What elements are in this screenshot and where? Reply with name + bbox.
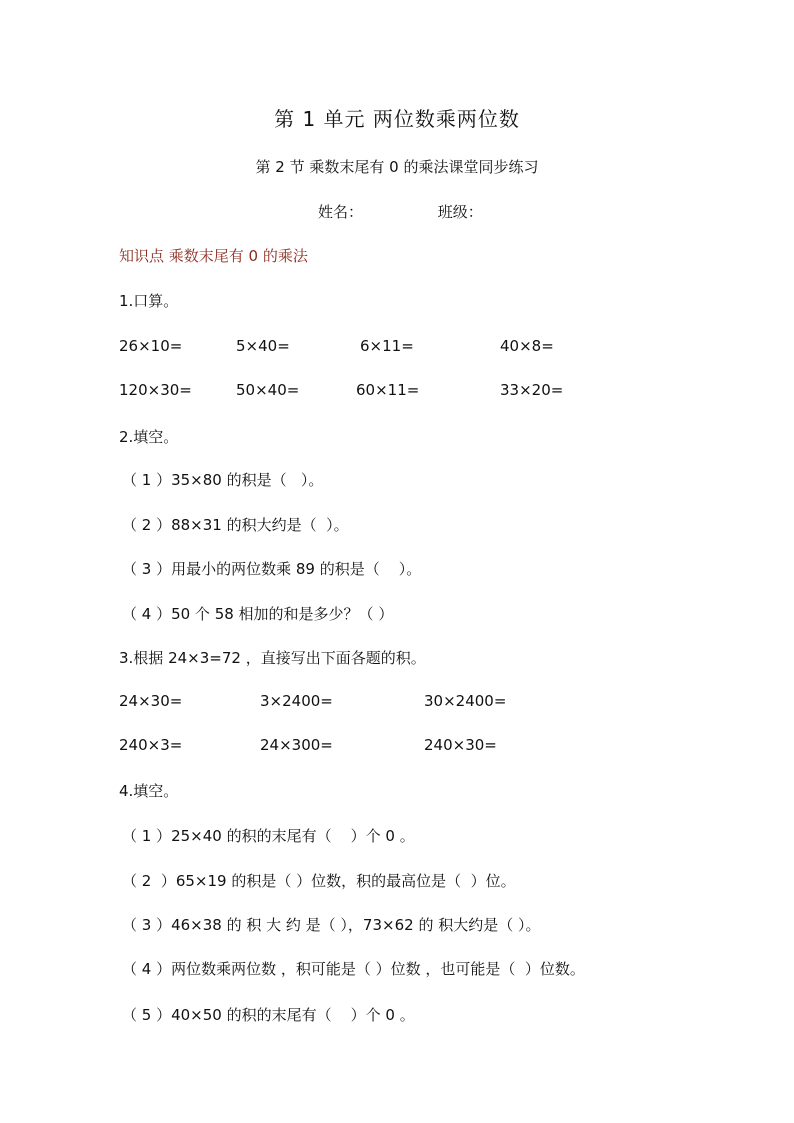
q4-item-1: （ 1 ）25×40 的积的末尾有（ ）个 0 。 bbox=[122, 827, 415, 845]
q1-item: 33×20= bbox=[500, 381, 564, 399]
q1-heading: 1.口算。 bbox=[119, 292, 179, 310]
class-label: 班级： bbox=[437, 203, 483, 221]
q1-item: 50×40= bbox=[236, 381, 300, 399]
q3-heading: 3.根据 24×3=72 ，直接写出下面各题的积。 bbox=[119, 649, 426, 667]
q2-item-1: （ 1 ）35×80 的积是（ ）。 bbox=[122, 471, 324, 489]
q2-item-4: （ 4 ）50 个 58 相加的和是多少？（ ） bbox=[122, 605, 394, 623]
name-label: 姓名： bbox=[318, 203, 364, 221]
knowledge-point-heading: 知识点 乘数末尾有 0 的乘法 bbox=[119, 247, 308, 265]
q4-item-4: （ 4 ）两位数乘两位数 ，积可能是（ ）位数 ，也可能是（ ）位数。 bbox=[122, 960, 585, 978]
page-title: 第 1 单元 两位数乘两位数 bbox=[274, 107, 520, 131]
page-subtitle: 第 2 节 乘数末尾有 0 的乘法课堂同步练习 bbox=[255, 158, 539, 176]
q2-item-3: （ 3 ）用最小的两位数乘 89 的积是（ ）。 bbox=[122, 560, 422, 578]
q1-item: 26×10= bbox=[119, 337, 183, 355]
name-class-row bbox=[318, 201, 483, 222]
q4-item-3: （ 3 ）46×38 的 积 大 约 是（ ），73×62 的 积大约是（ ）。 bbox=[122, 916, 541, 934]
q3-row-1 bbox=[0, 692, 794, 712]
q3-item: 24×300= bbox=[260, 736, 333, 754]
q3-item: 240×3= bbox=[119, 736, 183, 754]
q1-row-1 bbox=[0, 337, 794, 357]
q3-item: 240×30= bbox=[424, 736, 497, 754]
q1-item: 60×11= bbox=[356, 381, 420, 399]
q2-item-2: （ 2 ）88×31 的积大约是（ ）。 bbox=[122, 516, 349, 534]
q3-item: 24×30= bbox=[119, 692, 183, 710]
q1-item: 120×30= bbox=[119, 381, 192, 399]
q3-item: 30×2400= bbox=[424, 692, 507, 710]
q4-heading: 4.填空。 bbox=[119, 782, 179, 800]
q3-item: 3×2400= bbox=[260, 692, 333, 710]
q2-heading: 2.填空。 bbox=[119, 428, 179, 446]
q4-item-5: （ 5 ）40×50 的积的末尾有（ ）个 0 。 bbox=[122, 1006, 415, 1024]
q1-item: 6×11= bbox=[360, 337, 414, 355]
q1-row-2 bbox=[0, 381, 794, 401]
q4-item-2: （ 2 ）65×19 的积是（ ）位数，积的最高位是（ ）位。 bbox=[122, 872, 516, 890]
q1-item: 5×40= bbox=[236, 337, 290, 355]
q1-item: 40×8= bbox=[500, 337, 554, 355]
q3-row-2 bbox=[0, 736, 794, 756]
